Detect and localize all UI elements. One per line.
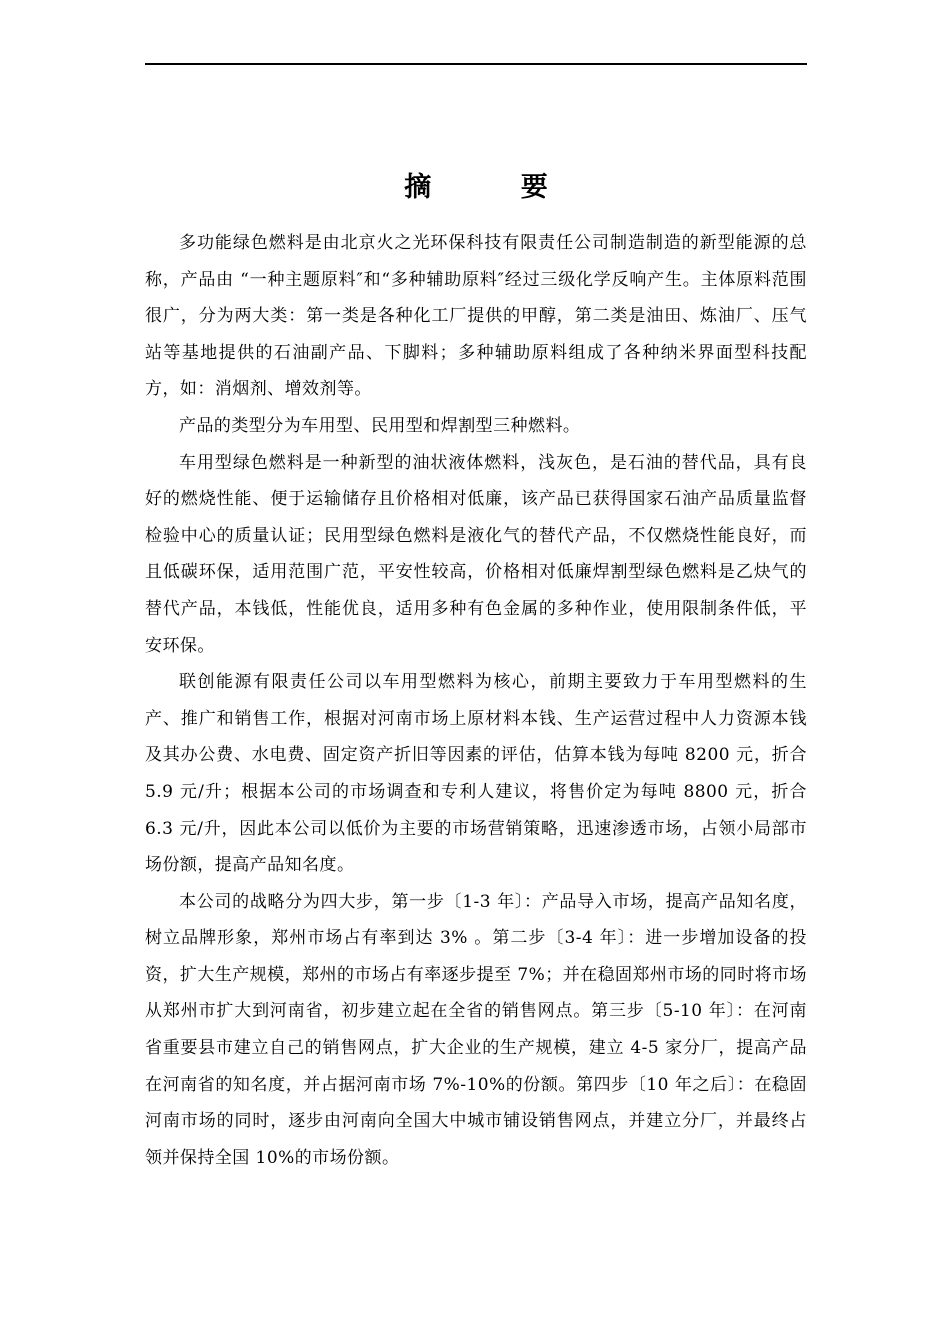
document-title: 摘 要 xyxy=(404,172,588,203)
paragraph-5: 本公司的战略分为四大步，第一步〔1-3 年〕：产品导入市场，提高产品知名度，树立品牌形象，郑州市场占有率到达 3% 。第二步〔3-4 年〕：进一步增加设备的投资，扩大生产规模，郑州的市场占有率逐步提至 7%；并在稳固郑州市场的同时将市场从郑州市扩大到河南省，初步建立起在全省的销售网点。第三步〔5-10 年〕：在河南省重要县市建立自己的销售网点，扩大企业的生产规模，建立 4-5 家分厂，提高产品在河南省的知名度，并占据河南市场 7%-10%的份额。第四步〔10 年之后〕：在稳固河南市场的同时，逐步由河南向全国大中城市铺设销售网点，并建立分厂，并最终占领并保持全国 10%的市场份额。 xyxy=(145,891,807,1168)
header-rule xyxy=(145,63,807,65)
paragraph-2: 产品的类型分为车用型、民用型和焊割型三种燃料。 xyxy=(179,415,581,436)
paragraph-3: 车用型绿色燃料是一种新型的油状液体燃料，浅灰色，是石油的替代品，具有良好的燃烧性能、便于运输储存且价格相对低廉，该产品已获得国家石油产品质量监督检验中心的质量认证；民用型绿色燃料是液化气的替代产品，不仅燃烧性能良好，而且低碳环保，适用范围广范，平安性较高，价格相对低廉焊割型绿色燃料是乙炔气的替代产品，本钱低，性能优良，适用多种有色金属的多种作业，使用限制条件低，平安环保。 xyxy=(145,452,807,656)
paragraph-1: 多功能绿色燃料是由北京火之光环保科技有限责任公司制造制造的新型能源的总称，产品由 “一种主题原料″和“多种辅助原料″经过三级化学反响产生。主体原料范围很广，分为两大类：第一类是各种化工厂提供的甲醇，第二类是油田、炼油厂、压气站等基地提供的石油副产品、下脚料；多种辅助原料组成了各种纳米界面型科技配方，如：消烟剂、增效剂等。 xyxy=(145,233,807,400)
abstract-body xyxy=(145,225,807,1176)
paragraph-4: 联创能源有限责任公司以车用型燃料为核心，前期主要致力于车用型燃料的生产、推广和销售工作，根据对河南市场上原材料本钱、生产运营过程中人力资源本钱及其办公费、水电费、固定资产折旧等因素的评估，估算本钱为每吨 8200 元，折合 5.9 元/升；根据本公司的市场调查和专利人建议，将售价定为每吨 8800 元，折合 6.3 元/升，因此本公司以低价为主要的市场营销策略，迅速渗透市场，占领小局部市场份额，提高产品知名度。 xyxy=(145,672,807,876)
